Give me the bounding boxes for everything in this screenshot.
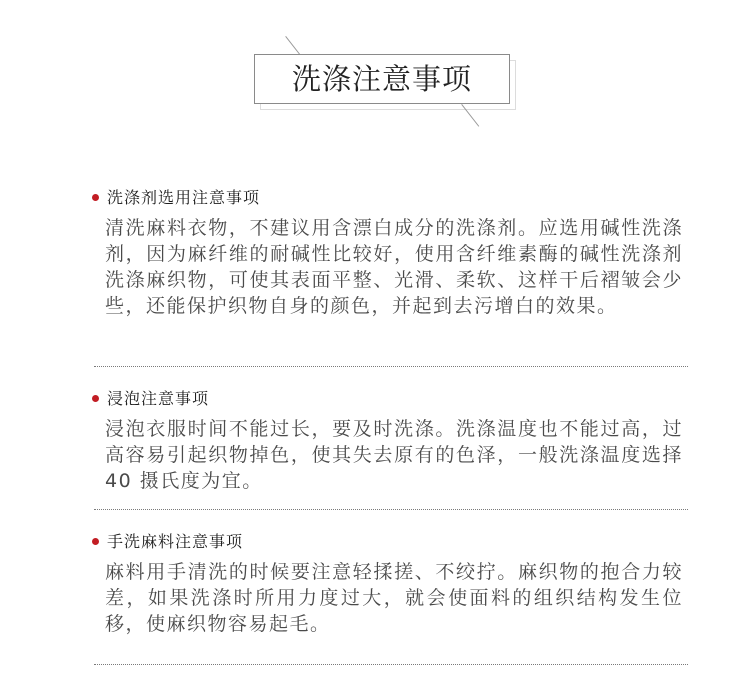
section-heading xyxy=(92,187,690,209)
bullet-dot-icon xyxy=(92,538,99,545)
section-heading-text: 浸泡注意事项 xyxy=(107,389,210,408)
section-body-text: 浸泡衣服时间不能过长，要及时洗涤。洗涤温度也不能过高，过高容易引起织物掉色，使其失去原有的色泽，一般洗涤温度选择 40 摄氏度为宜。 xyxy=(105,418,683,492)
bullet-dot-icon xyxy=(92,194,99,201)
section-body-text: 麻料用手清洗的时候要注意轻揉搓、不绞拧。麻织物的抱合力较差，如果洗涤时所用力度过大，就会使面料的组织结构发生位移，使麻织物容易起毛。 xyxy=(105,561,683,635)
section-heading xyxy=(92,388,690,410)
dotted-divider xyxy=(94,509,688,510)
section-heading-text: 洗涤剂选用注意事项 xyxy=(107,188,261,207)
section-soaking xyxy=(92,388,690,494)
section-body-text: 清洗麻料衣物，不建议用含漂白成分的洗涤剂。应选用碱性洗涤剂，因为麻纤维的耐碱性比较好，使用含纤维素酶的碱性洗涤剂洗涤麻织物，可使其表面平整、光滑、柔软、这样干后褶皱会少些，还能保护织物自身的颜色，并起到去污增白的效果。 xyxy=(105,217,683,317)
title-frame xyxy=(254,54,510,104)
section-hand-wash xyxy=(92,531,690,637)
dotted-divider xyxy=(94,664,688,665)
section-detergent xyxy=(92,187,690,319)
page-title: 洗涤注意事项 xyxy=(291,62,472,96)
dotted-divider xyxy=(94,366,688,367)
section-heading-text: 手洗麻料注意事项 xyxy=(107,532,244,551)
section-heading xyxy=(92,531,690,553)
bullet-dot-icon xyxy=(92,395,99,402)
